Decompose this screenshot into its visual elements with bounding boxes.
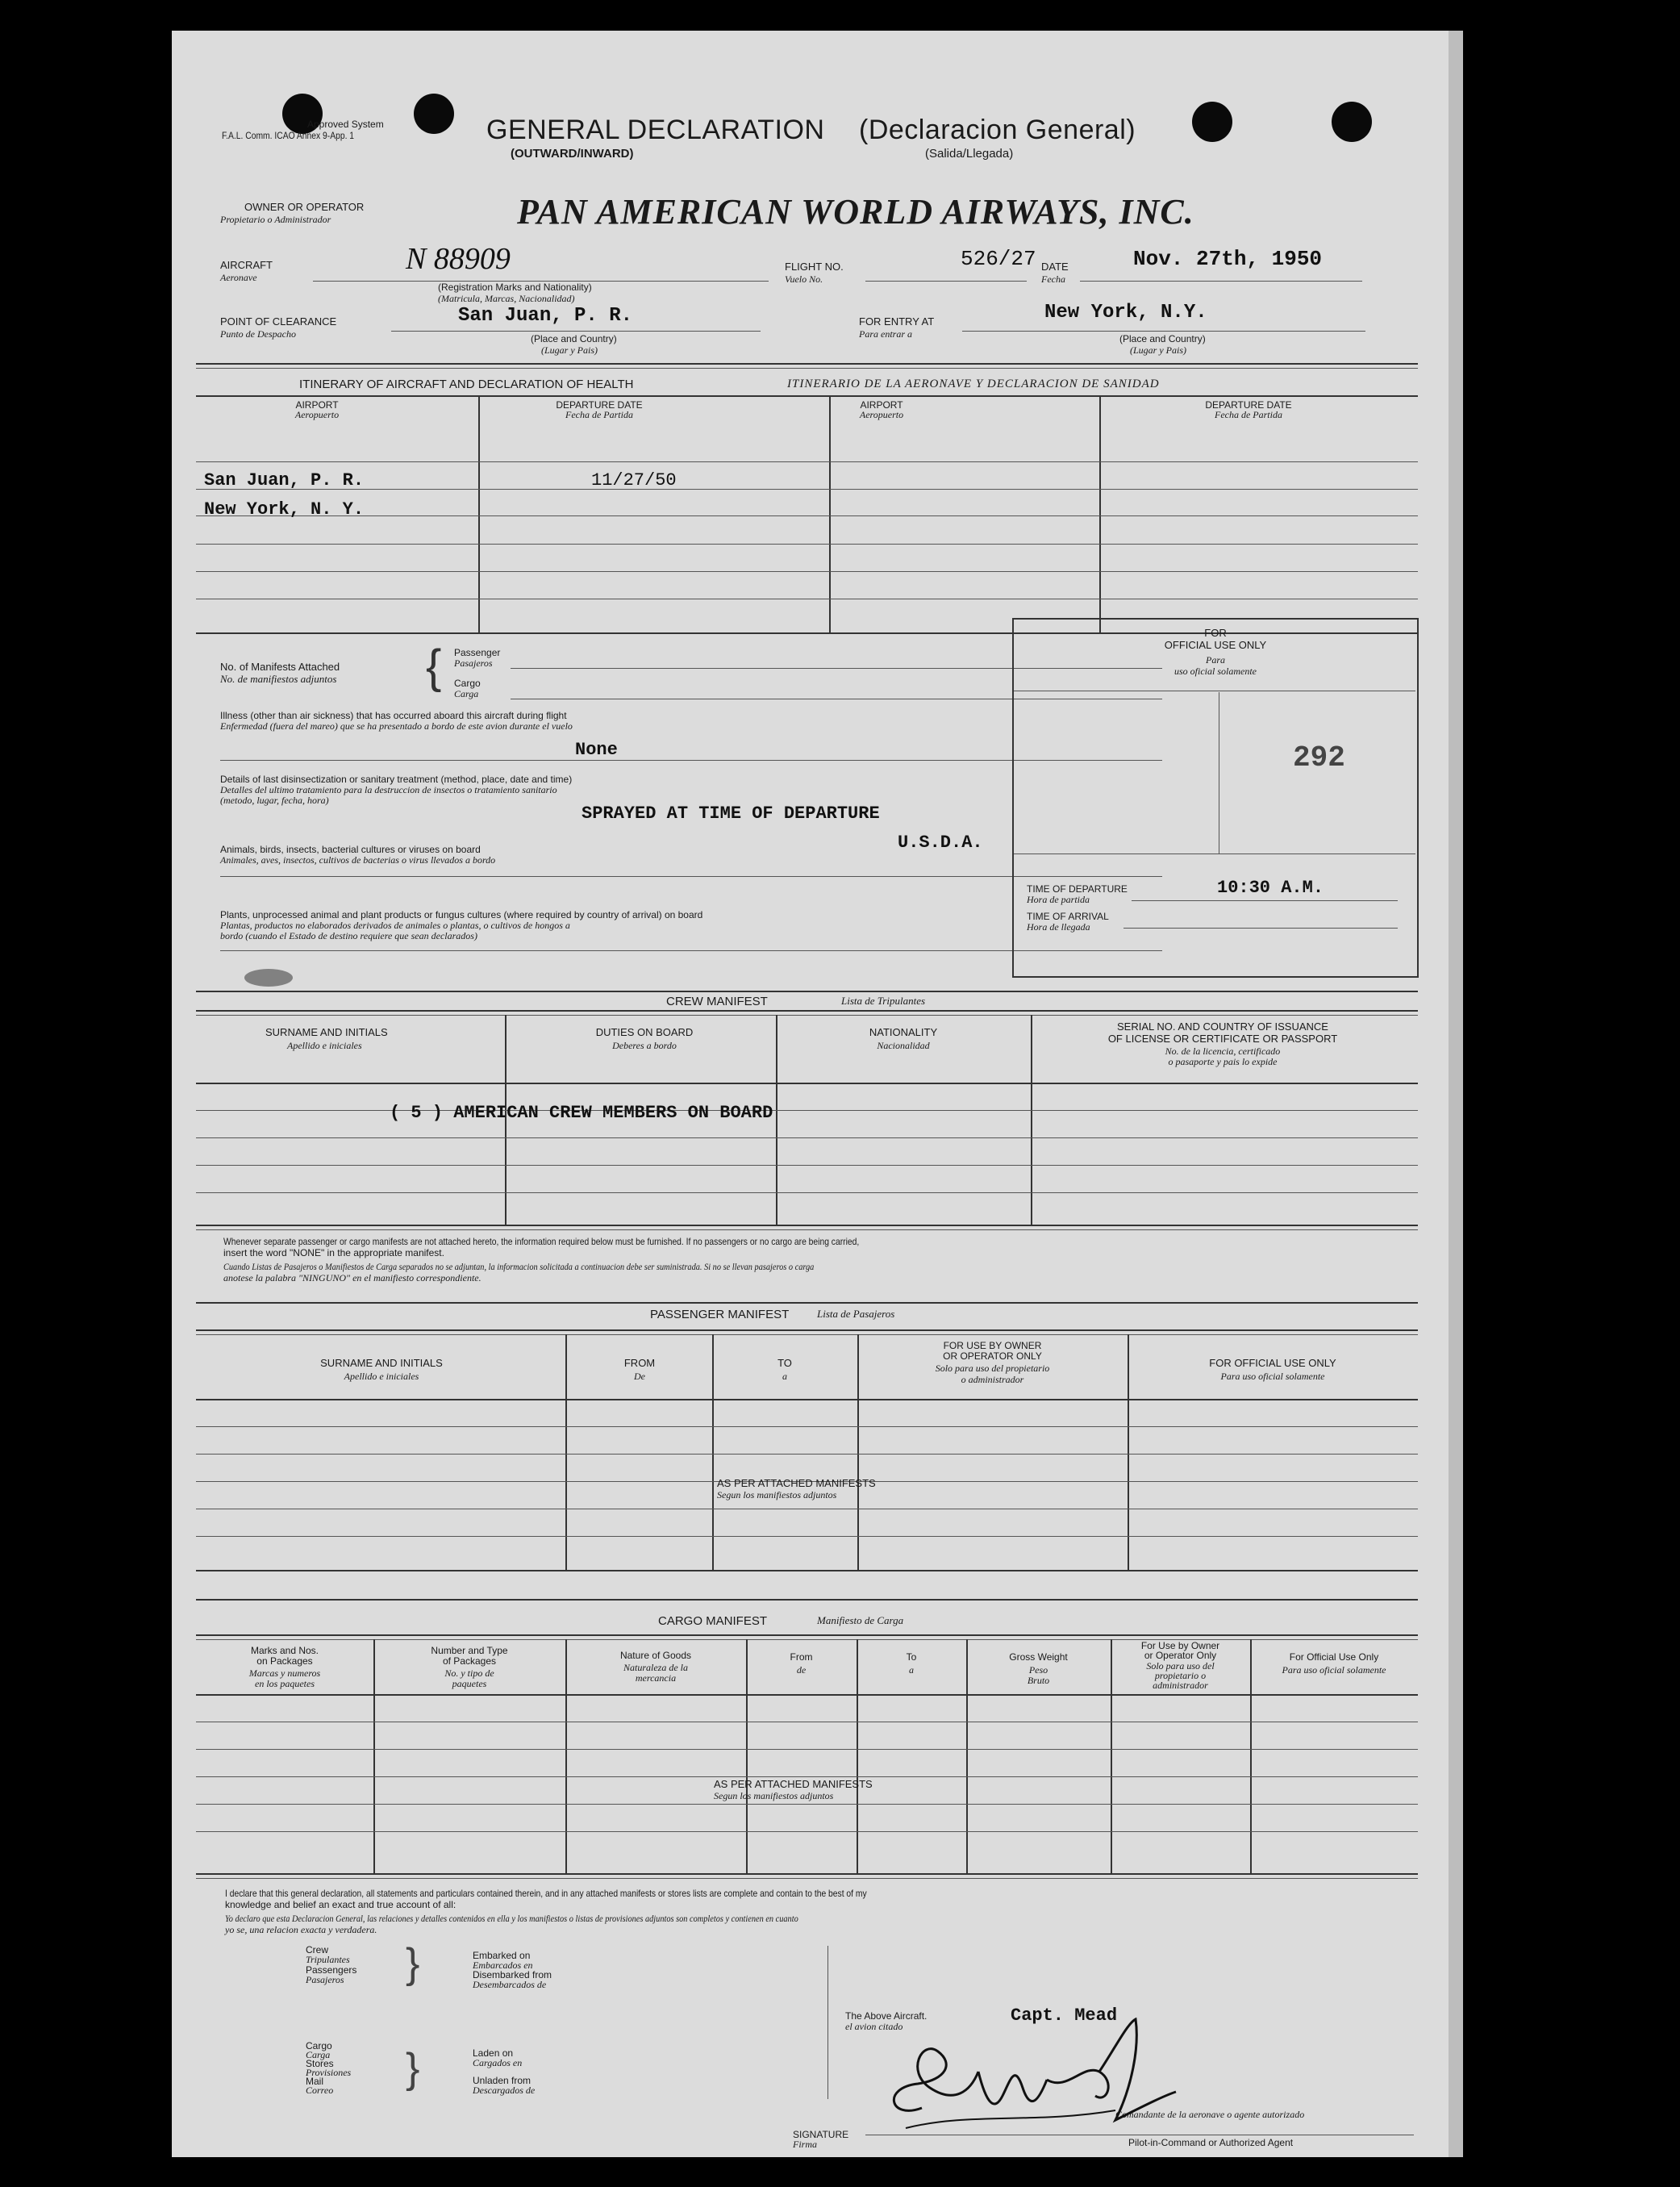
manifests-label-es: No. de manifiestos adjuntos	[220, 673, 337, 685]
passenger-col-from-es: De	[634, 1371, 645, 1382]
declaration-form	[172, 31, 1449, 2157]
passenger-col-to: TO	[777, 1357, 792, 1369]
date-label: DATE	[1041, 261, 1069, 273]
aircraft-label-es: Aeronave	[220, 272, 257, 283]
clearance-note-es: (Lugar y Pais)	[541, 344, 598, 356]
captain-name: Capt. Mead	[1011, 2005, 1118, 2026]
form-title-es: (Declaracion General)	[859, 115, 1136, 145]
disembarked-label-es: Desembarcados de	[473, 1979, 547, 1990]
clearance-label: POINT OF CLEARANCE	[220, 315, 337, 328]
cargo-col-official: For Official Use Only	[1289, 1651, 1379, 1663]
arrival-time-label: TIME OF ARRIVAL	[1027, 911, 1109, 922]
above-aircraft-label: The Above Aircraft.	[845, 2010, 928, 2022]
cargo-col-owner-es3: administrador	[1153, 1680, 1208, 1691]
declaration-en-1: I declare that this general declaration, all statements and particulars contained therein, and in any attached manifests or stores lists are complete and contain to the best of my	[225, 1888, 867, 1899]
notice-en-1: Whenever separate passenger or cargo manifests are not attached hereto, the information required below must be furnished. If no passengers or no cargo are being carried,	[223, 1236, 860, 1247]
brace: {	[426, 641, 442, 693]
mail-label-es: Correo	[306, 2085, 334, 2096]
unladen-label: Unladen from	[473, 2075, 532, 2086]
cargo-col-number-es2: paquetes	[452, 1678, 487, 1689]
animals-label: Animals, birds, insects, bacterial cultures or viruses on board	[220, 844, 481, 855]
owner-label: OWNER OR OPERATOR	[244, 201, 365, 213]
crew-col-name-es: Apellido e iniciales	[287, 1040, 362, 1051]
stores-label: Stores	[306, 2058, 334, 2069]
crew-col-name: SURNAME AND INITIALS	[265, 1026, 388, 1038]
paper-edge	[1449, 31, 1463, 2157]
cargo-col-number-es: No. y tipo de	[444, 1667, 494, 1679]
official-title-es: Para	[1206, 654, 1225, 666]
arrival-time-label-es: Hora de llegada	[1027, 921, 1090, 933]
mail-label: Mail	[306, 2076, 324, 2087]
form-subtitle: (OUTWARD/INWARD)	[511, 147, 634, 161]
date-label-es: Fecha	[1041, 273, 1065, 285]
laden-label-es: Cargados en	[473, 2057, 523, 2068]
clearance-label-es: Punto de Despacho	[220, 328, 296, 340]
passenger-heading-es: Lista de Pasajeros	[817, 1308, 895, 1320]
embarked-label-es: Embarcados en	[473, 1960, 533, 1971]
entry-value: New York, N.Y.	[1044, 302, 1207, 323]
disinsect-label: Details of last disinsectization or sanitary treatment (method, place, date and time)	[220, 774, 573, 785]
official-title-es2: uso oficial solamente	[1174, 666, 1257, 677]
cargo-heading: CARGO MANIFEST	[658, 1614, 768, 1628]
cargo-label: Cargo	[454, 678, 481, 689]
crew-col-nationality: NATIONALITY	[869, 1026, 938, 1038]
signature-note: Pilot-in-Command or Authorized Agent	[1128, 2137, 1294, 2148]
cargo-col-marks: Marks and Nos.	[250, 1645, 319, 1656]
cargo-entry: AS PER ATTACHED MANIFESTS	[714, 1778, 873, 1790]
passenger-count-label-es: Pasajeros	[306, 1974, 344, 1985]
cargo-col-number-b: of Packages	[442, 1655, 497, 1667]
passenger-col-owner-es2: o administrador	[961, 1374, 1024, 1385]
cargo-col-owner-es: Solo para uso del	[1146, 1660, 1215, 1672]
unladen-label-es: Descargados de	[473, 2085, 536, 2096]
crew-heading-es: Lista de Tripulantes	[841, 995, 926, 1007]
cargo-col-marks-es: Marcas y numeros	[248, 1667, 321, 1679]
captain-signature	[873, 2015, 1180, 2144]
clearance-note: (Place and Country)	[531, 333, 617, 344]
clearance-value: San Juan, P. R.	[458, 305, 633, 327]
itinerary-row-airport: San Juan, P. R.	[204, 470, 365, 490]
signature-note-es: Comandante de la aeronave o agente autorizado	[1115, 2109, 1305, 2120]
fal-reference: F.A.L. Comm. ICAO Annex 9-App. 1	[222, 130, 355, 141]
brace: }	[406, 1940, 420, 1987]
cargo-col-marks-es2: en los paquetes	[255, 1678, 315, 1689]
passenger-col-official-es: Para uso oficial solamente	[1220, 1371, 1325, 1382]
passenger-label: Passenger	[454, 647, 501, 658]
cargo-col-from: From	[790, 1651, 813, 1663]
punch-hole	[1332, 102, 1372, 142]
passenger-col-name-es: Apellido e iniciales	[344, 1371, 419, 1382]
passenger-label-es: Pasajeros	[454, 657, 493, 669]
itinerary-col-airport-es: Aeropuerto	[294, 409, 340, 420]
passenger-col-owner-es: Solo para uso del propietario	[935, 1363, 1050, 1374]
disinsect-label-es2: (metodo, lugar, fecha, hora)	[220, 795, 329, 806]
entry-label-es: Para entrar a	[859, 328, 912, 340]
cargo-col-to: To	[906, 1651, 917, 1663]
crew-count-label: Crew	[306, 1944, 329, 1955]
passenger-entry: AS PER ATTACHED MANIFESTS	[717, 1477, 876, 1489]
itinerary-col-departure-2-es: Fecha de Partida	[1215, 409, 1282, 420]
owner-label-es: Propietario o Administrador	[220, 214, 331, 225]
itinerary-heading-es: ITINERARIO DE LA AERONAVE Y DECLARACION DE SANIDAD	[787, 378, 1160, 390]
cargo-heading-es: Manifiesto de Carga	[817, 1614, 904, 1626]
cargo-col-nature-es: Naturaleza de la	[623, 1662, 688, 1673]
form-title: GENERAL DECLARATION	[486, 115, 825, 145]
approval-line: Approved System	[307, 119, 384, 130]
passenger-col-owner: FOR USE BY OWNER	[943, 1340, 1042, 1351]
plants-label-es2: bordo (cuando el Estado de destino requiere que sean declarados)	[220, 930, 477, 941]
cargo-col-weight: Gross Weight	[1009, 1651, 1068, 1663]
plants-label-es: Plantas, productos no elaborados derivados de animales o plantas, o cultivos de hongos a	[220, 920, 570, 931]
stores-label-es: Provisiones	[306, 2067, 352, 2078]
crew-count-label-es: Tripulantes	[306, 1954, 350, 1965]
animals-value: U.S.D.A.	[898, 833, 983, 853]
entry-note-es: (Lugar y Pais)	[1130, 344, 1186, 356]
embarked-label: Embarked on	[473, 1950, 531, 1961]
ink-smudge	[244, 969, 293, 987]
cargo-entry-es: Segun los manifiestos adjuntos	[714, 1790, 834, 1801]
declaration-en-2: knowledge and belief an exact and true account of all:	[225, 1899, 456, 1910]
itinerary-col-departure-2: DEPARTURE DATE	[1205, 399, 1292, 411]
crew-col-duties-es: Deberes a bordo	[612, 1040, 677, 1051]
cargo-col-official-es: Para uso oficial solamente	[1282, 1664, 1386, 1676]
disinsect-value: SPRAYED AT TIME OF DEPARTURE	[582, 803, 880, 824]
passenger-col-official: FOR OFFICIAL USE ONLY	[1209, 1357, 1336, 1369]
aircraft-registration: N 88909	[406, 242, 511, 276]
itinerary-col-departure-es: Fecha de Partida	[565, 409, 633, 420]
itinerary-col-airport: AIRPORT	[295, 399, 339, 411]
cargo-count-label-es: Carga	[306, 2049, 331, 2060]
signature-label-es: Firma	[793, 2139, 817, 2150]
cargo-col-weight-es: Peso	[1028, 1664, 1048, 1676]
cargo-col-owner-es2: propietario o	[1154, 1670, 1207, 1681]
cargo-col-number: Number and Type	[431, 1645, 508, 1656]
departure-time-label: TIME OF DEPARTURE	[1027, 883, 1128, 895]
crew-col-license-es: No. de la licencia, certificado	[1165, 1046, 1281, 1057]
cargo-label-es: Carga	[454, 688, 479, 699]
declaration-es-1: Yo declaro que esta Declaracion General, las relaciones y detalles contenidos en ella y los manifiestos o listas de provisiones adjuntos son completos y contienen en cuanto	[225, 1913, 798, 1924]
crew-entry: ( 5 ) AMERICAN CREW MEMBERS ON BOARD	[390, 1103, 773, 1123]
passenger-col-name: SURNAME AND INITIALS	[320, 1357, 443, 1369]
cargo-col-nature: Nature of Goods	[619, 1650, 692, 1661]
crew-col-duties: DUTIES ON BOARD	[595, 1026, 694, 1038]
passenger-heading: PASSENGER MANIFEST	[650, 1308, 790, 1321]
crew-col-license-b: OF LICENSE OR CERTIFICATE OR PASSPORT	[1107, 1033, 1338, 1045]
declaration-es-2: yo se, una relacion exacta y verdadera.	[225, 1924, 377, 1935]
cargo-col-owner: For Use by Owner	[1140, 1640, 1220, 1651]
passenger-entry-es: Segun los manifiestos adjuntos	[717, 1489, 837, 1500]
passenger-col-owner-b: OR OPERATOR ONLY	[943, 1350, 1042, 1362]
disinsect-label-es: Detalles del ultimo tratamiento para la destruccion de insectos o tratamiento sanitario	[220, 784, 557, 795]
entry-label: FOR ENTRY AT	[859, 315, 935, 328]
flight-label-es: Vuelo No.	[785, 273, 823, 285]
crew-col-license-es2: o pasaporte y pais lo expide	[1168, 1056, 1278, 1067]
notice-es-2: anotese la palabra "NINGUNO" en el manifiesto correspondiente.	[223, 1272, 481, 1283]
cargo-col-owner-b: or Operator Only	[1144, 1650, 1217, 1661]
form-subtitle-es: (Salida/Llegada)	[925, 147, 1014, 161]
notice-en-2: insert the word "NONE" in the appropriate manifest.	[223, 1247, 444, 1258]
itinerary-col-airport-2: AIRPORT	[860, 399, 903, 411]
illness-value: None	[575, 740, 618, 760]
itinerary-heading: ITINERARY OF AIRCRAFT AND DECLARATION OF HEALTH	[299, 378, 634, 391]
manifests-label: No. of Manifests Attached	[220, 661, 340, 673]
itinerary-col-departure: DEPARTURE DATE	[556, 399, 643, 411]
entry-note: (Place and Country)	[1119, 333, 1206, 344]
aircraft-note: (Registration Marks and Nationality)	[438, 282, 592, 293]
official-title2: OFFICIAL USE ONLY	[1164, 639, 1267, 651]
signature-label: SIGNATURE	[793, 2129, 849, 2140]
above-aircraft-label-es: el avion citado	[845, 2021, 903, 2032]
crew-col-license: SERIAL NO. AND COUNTRY OF ISSUANCE	[1117, 1020, 1328, 1033]
flight-number: 526/27	[961, 247, 1036, 271]
departure-time-value: 10:30 A.M.	[1217, 878, 1324, 898]
departure-time-label-es: Hora de partida	[1027, 894, 1090, 905]
notice-es-1: Cuando Listas de Pasajeros o Manifiestos de Carga separados no se adjuntan, la informacion solicitada a continuacion debe ser suministrada. Si no se llevan pasajeros o carga	[223, 1261, 815, 1272]
itinerary-col-airport-2-es: Aeropuerto	[859, 409, 904, 420]
crew-heading: CREW MANIFEST	[666, 995, 768, 1008]
plants-label: Plants, unprocessed animal and plant products or fungus cultures (where required by country of arrival) on board	[220, 909, 703, 920]
aircraft-note-es: (Matricula, Marcas, Nacionalidad)	[438, 293, 575, 304]
official-title: FOR	[1204, 627, 1227, 639]
illness-label-es: Enfermedad (fuera del mareo) que se ha presentado a bordo de este avion durante el vuelo	[220, 720, 573, 732]
crew-col-nationality-es: Nacionalidad	[877, 1040, 930, 1051]
passenger-count-label: Passengers	[306, 1964, 357, 1976]
passenger-col-from: FROM	[623, 1357, 656, 1369]
official-stamp: 292	[1293, 741, 1345, 774]
cargo-col-nature-es2: mercancia	[635, 1672, 677, 1684]
cargo-count-label: Cargo	[306, 2040, 332, 2051]
cargo-col-weight-es2: Bruto	[1027, 1675, 1050, 1686]
itinerary-row-airport: New York, N. Y.	[204, 499, 365, 520]
animals-label-es: Animales, aves, insectos, cultivos de bacterias o virus llevados a bordo	[220, 854, 496, 866]
cargo-col-to-es: a	[909, 1664, 914, 1676]
aircraft-label: AIRCRAFT	[220, 259, 273, 271]
date-value: Nov. 27th, 1950	[1133, 247, 1323, 271]
itinerary-row-departure: 11/27/50	[591, 470, 677, 490]
punch-hole	[1192, 102, 1232, 142]
illness-label: Illness (other than air sickness) that has occurred aboard this aircraft during flight	[220, 710, 567, 721]
operator-name: PAN AMERICAN WORLD AIRWAYS, INC.	[517, 192, 1194, 232]
cargo-col-marks-b: on Packages	[256, 1655, 313, 1667]
flight-label: FLIGHT NO.	[785, 261, 844, 273]
disembarked-label: Disembarked from	[473, 1969, 552, 1980]
punch-hole	[414, 94, 454, 134]
laden-label: Laden on	[473, 2047, 514, 2059]
passenger-col-to-es: a	[782, 1371, 787, 1382]
brace: }	[406, 2045, 420, 2092]
cargo-col-from-es: de	[796, 1664, 807, 1676]
